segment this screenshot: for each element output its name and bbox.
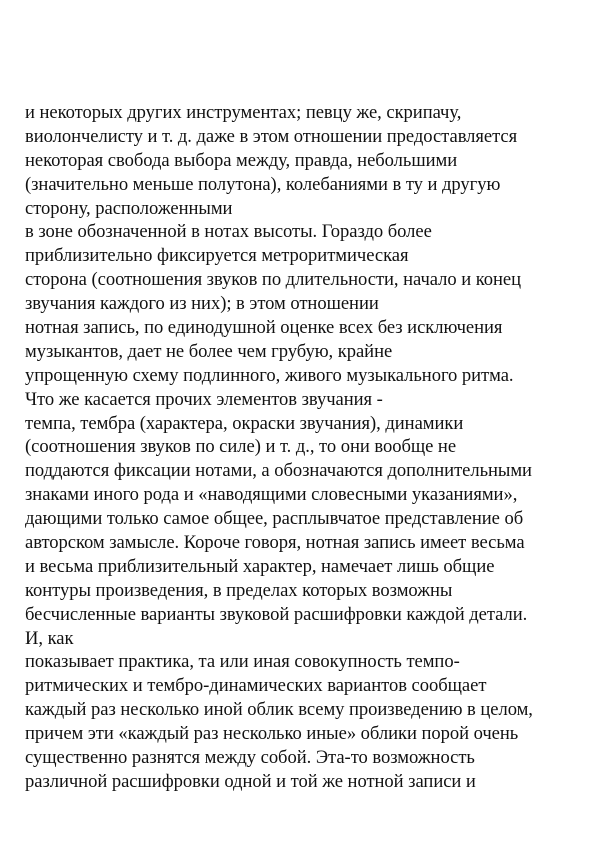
text-line: темпа, тембра (характера, окраски звучания), динамики	[25, 412, 464, 434]
text-line: знаками иного рода и «наводящими словесными указаниями»,	[25, 484, 518, 506]
text-line: И, как	[25, 627, 74, 649]
text-line: нотная запись, по единодушной оценке всех без исключения	[25, 317, 503, 339]
body-text	[25, 101, 585, 794]
text-line: некоторая свобода выбора между, правда, небольшими	[25, 149, 458, 171]
text-line: каждый раз несколько иной облик всему произведению в целом,	[25, 699, 533, 721]
text-line: поддаются фиксации нотами, а обозначаются дополнительными	[25, 460, 532, 482]
text-line: авторском замысле. Короче говоря, нотная запись имеет весьма	[25, 532, 525, 554]
text-line: (значительно меньше полутона), колебаниями в ту и другую	[25, 173, 501, 195]
text-line: контуры произведения, в пределах которых возможны	[25, 579, 453, 601]
text-line: и некоторых других инструментах; певцу же, скрипачу,	[25, 102, 462, 123]
text-line: ритмических и тембро-динамических вариантов сообщает	[25, 675, 487, 697]
text-line: различной расшифровки одной и той же нотной записи и	[25, 770, 476, 792]
text-line: Что же касается прочих элементов звучания -	[25, 388, 383, 410]
text-line: показывает практика, та или иная совокупность темпо-	[25, 651, 460, 673]
text-line: в зоне обозначенной в нотах высоты. Гораздо более	[25, 221, 432, 243]
text-line: существенно разнятся между собой. Эта-то возможность	[25, 747, 475, 769]
text-line: сторону, расположенными	[25, 197, 233, 219]
text-line: музыкантов, дает не более чем грубую, крайне	[25, 340, 393, 362]
text-line: сторона (соотношения звуков по длительности, начало и конец	[25, 269, 522, 291]
text-line: упрощенную схему подлинного, живого музыкального ритма.	[25, 364, 514, 386]
text-line: (соотношения звуков по силе) и т. д., то они вообще не	[25, 436, 457, 458]
text-line: виолончелисту и т. д. даже в этом отношении предоставляется	[25, 125, 518, 147]
text-line: дающими только самое общее, расплывчатое представление об	[25, 508, 524, 530]
text-line: приблизительно фиксируется метроритмическая	[25, 245, 409, 267]
text-line: бесчисленные варианты звуковой расшифровки каждой детали.	[25, 603, 528, 625]
text-line: и весьма приблизительный характер, намечает лишь общие	[25, 555, 495, 577]
text-line: звучания каждого из них); в этом отношении	[25, 293, 379, 315]
text-line: причем эти «каждый раз несколько иные» облики порой очень	[25, 723, 519, 745]
